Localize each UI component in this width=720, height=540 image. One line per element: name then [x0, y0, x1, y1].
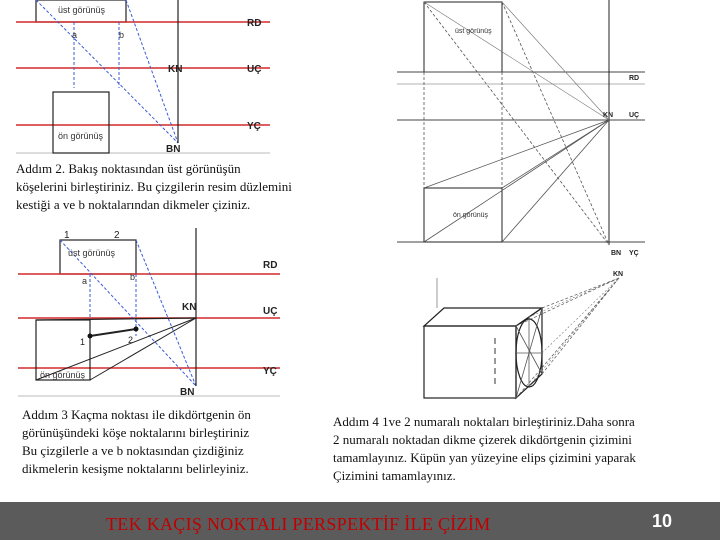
caption-step2-line: kestiği a ve b noktalarından dikmeler çiziniz.: [16, 197, 251, 212]
point-b-label: b: [130, 272, 136, 282]
uc-label: UÇ: [247, 64, 262, 75]
kn-label: KN: [603, 112, 614, 119]
caption-step3: [22, 406, 251, 478]
caption-step3-line: Addım 3 Kaçma noktası ile dikdörtgenin ön: [22, 407, 251, 422]
top-view-label: üst görünüş: [68, 248, 116, 258]
point-1-top-label: 1: [64, 230, 70, 241]
caption-step3-line: dikmelerin kesişme noktalarını belirleyiniz.: [22, 461, 249, 476]
yc-label: YÇ: [629, 250, 639, 257]
page-number: 10: [652, 511, 673, 531]
point-2-label: 2: [128, 335, 134, 345]
yc-label: YÇ: [263, 366, 277, 377]
figure-step3-drawing: [18, 228, 280, 398]
figure-step4-cube-drawing: [397, 266, 645, 406]
point-b-label: b: [119, 30, 125, 40]
figure-step4-cube: [397, 266, 645, 406]
footer-bar: [0, 502, 720, 540]
figure-step3: [18, 228, 280, 398]
point-a-label: a: [72, 30, 78, 40]
top-view-label: üst görünüş: [58, 5, 106, 15]
yc-label: YÇ: [247, 121, 261, 132]
front-view-label: ön görünüş: [58, 131, 104, 141]
caption-step4-line: Addım 4 1ve 2 numaralı noktaları birleştiriniz.Daha sonra: [333, 414, 635, 429]
point-2-top-label: 2: [114, 230, 120, 241]
front-view-label: ön görünüş: [453, 212, 489, 219]
bn-label: BN: [166, 144, 181, 155]
top-view-label: üst görünüş: [455, 28, 492, 35]
caption-step2-line: Addım 2. Bakış noktasından üst görünüşün: [16, 161, 241, 176]
caption-step4-line: tamamlayınız. Küpün yan yüzeyine elips çizimini yaparak: [333, 450, 636, 465]
caption-step4-line: Çizimini tamamlayınız.: [333, 468, 456, 483]
kn-label: KN: [613, 271, 624, 278]
point-a-label: a: [82, 276, 88, 286]
rd-label: RD: [263, 260, 278, 271]
rd-label: RD: [629, 75, 640, 82]
uc-label: UÇ: [263, 306, 278, 317]
kn-label: KN: [168, 64, 183, 75]
caption-step2-line: köşelerini birleştiriniz. Bu çizgilerin resim düzlemini: [16, 179, 292, 194]
bn-label: BN: [611, 250, 622, 257]
bn-label: BN: [180, 387, 195, 398]
uc-label: UÇ: [629, 112, 640, 119]
kn-label: KN: [182, 302, 197, 313]
front-view-label: ön görünüş: [40, 370, 86, 380]
figure-step2-drawing: [16, 0, 270, 156]
rd-label: RD: [247, 18, 262, 29]
point-1-label: 1: [80, 337, 86, 347]
caption-step3-line: Bu çizgilerle a ve b noktasından çizdiğiniz: [22, 443, 244, 458]
caption-step2: [16, 160, 292, 214]
caption-step3-line: görünüşündeki köşe noktalarını birleştiriniz: [22, 425, 250, 440]
figure-step2: [16, 0, 270, 156]
caption-step4: [333, 413, 636, 485]
front-view-rect: [53, 92, 109, 153]
caption-step4-line: 2 numaralı noktadan dikme çizerek dikdörtgenin çizimini: [333, 432, 632, 447]
figure-step4-projection: [397, 0, 645, 262]
figure-step4-projection-drawing: [397, 0, 645, 262]
footer-title: TEK KAÇIŞ NOKTALI PERSPEKTİF İLE ÇİZİM: [106, 514, 491, 534]
